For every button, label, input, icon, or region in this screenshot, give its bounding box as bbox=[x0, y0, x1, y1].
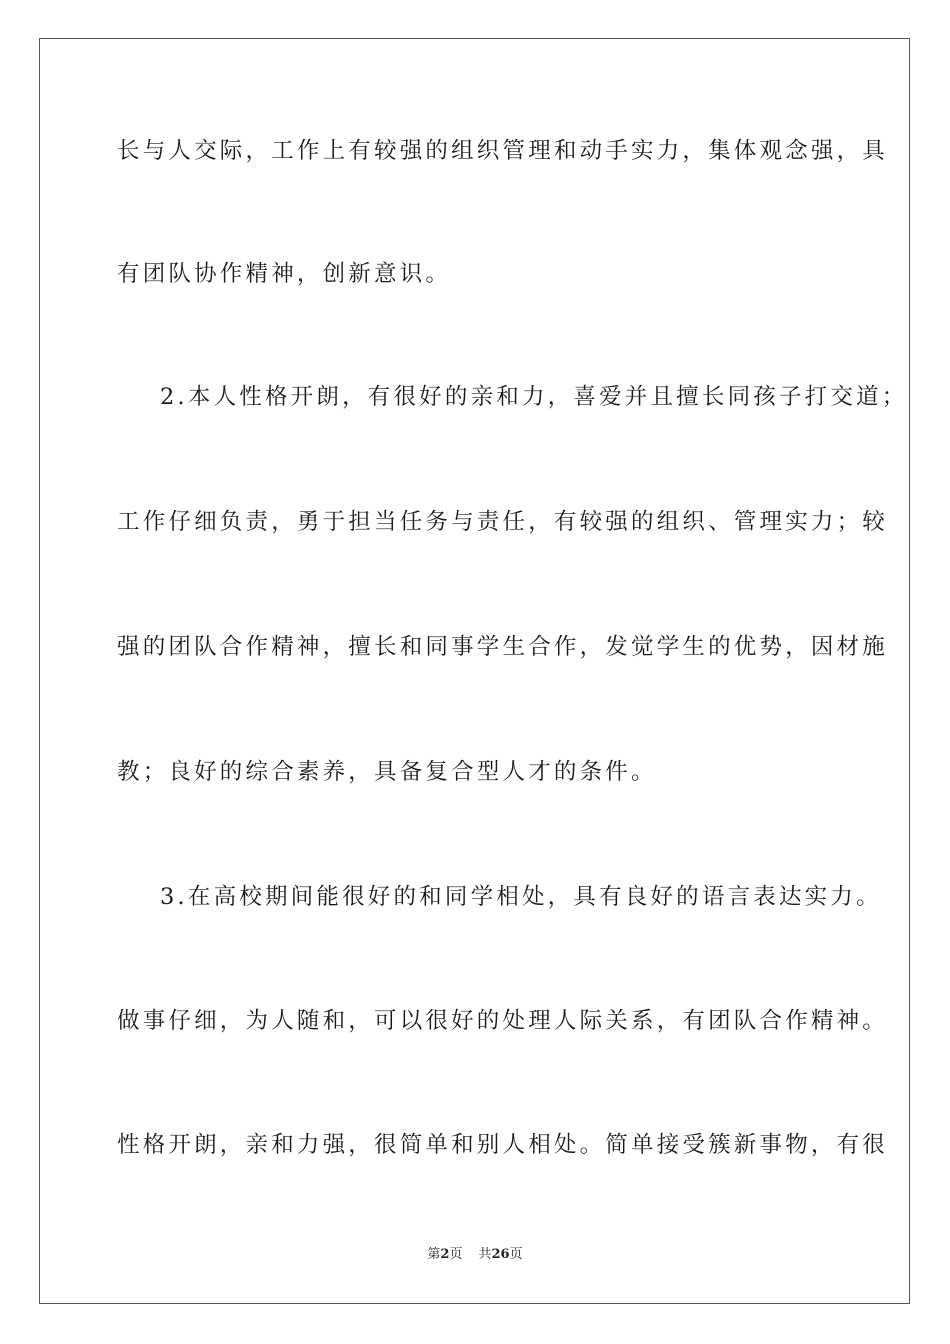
body-text-line-3: 2.本人性格开朗，有很好的亲和力，喜爱并且擅长同孩子打交道； bbox=[160, 384, 908, 410]
page-label-prefix: 第 bbox=[427, 1247, 441, 1262]
body-text-line-8: 做事仔细，为人随和，可以很好的处理人际关系，有团队合作精神。 bbox=[117, 1008, 889, 1034]
body-text-line-9: 性格开朗，亲和力强，很简单和别人相处。简单接受簇新事物，有很 bbox=[117, 1132, 889, 1158]
page-border bbox=[39, 38, 910, 1304]
body-text-line-5: 强的团队合作精神，擅长和同事学生合作，发觉学生的优势，因材施 bbox=[117, 634, 889, 660]
page-number: 2 bbox=[440, 1247, 450, 1262]
body-text-line-2: 有团队协作精神，创新意识。 bbox=[117, 261, 452, 287]
total-label-suffix: 页 bbox=[509, 1247, 523, 1262]
total-label-prefix: 共 bbox=[478, 1247, 492, 1262]
body-text-line-7: 3.在高校期间能很好的和同学相处，具有良好的语言表达实力。 bbox=[160, 884, 882, 910]
page-label-suffix: 页 bbox=[449, 1247, 463, 1262]
total-pages: 26 bbox=[491, 1247, 510, 1262]
body-text-line-4: 工作仔细负责，勇于担当任务与责任，有较强的组织、管理实力；较 bbox=[117, 509, 889, 535]
page-footer bbox=[0, 1246, 950, 1264]
body-text-line-6: 教；良好的综合素养，具备复合型人才的条件。 bbox=[117, 759, 657, 785]
body-text-line-1: 长与人交际，工作上有较强的组织管理和动手实力，集体观念强，具 bbox=[117, 138, 889, 164]
